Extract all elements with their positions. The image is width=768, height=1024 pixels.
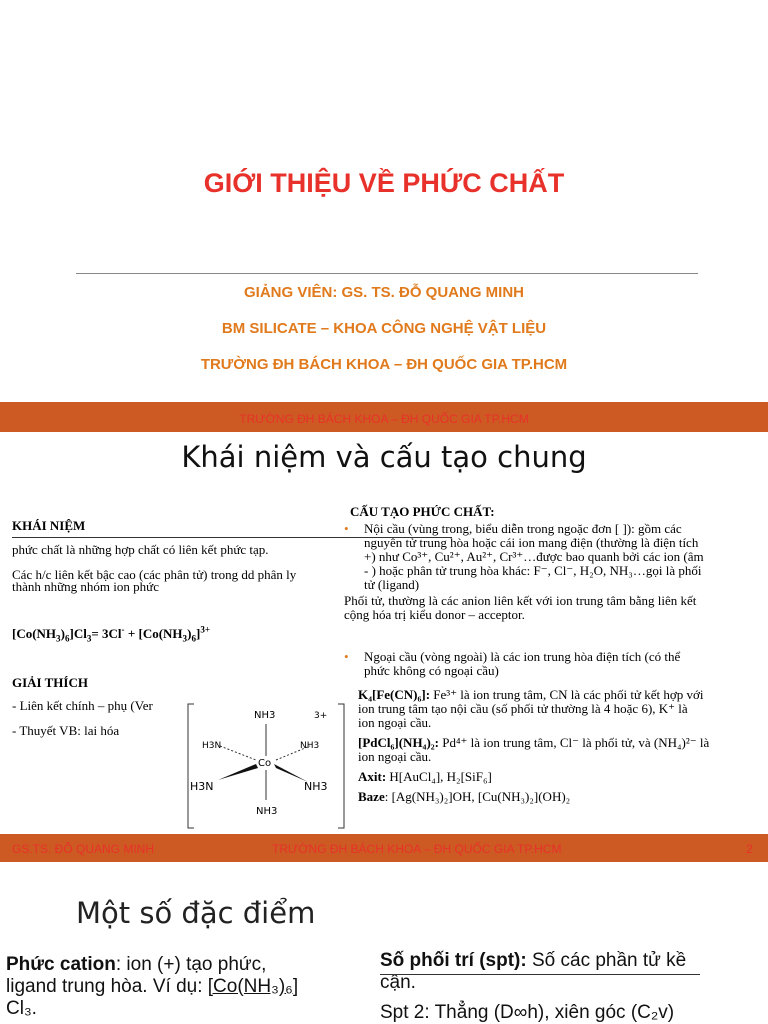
center-atom-label: Co (258, 758, 272, 769)
concept-text: phức chất là những hợp chất có liên kết phức tạp. (12, 542, 269, 557)
bullet-icon: • (344, 521, 349, 536)
concept-text-2-line1: Các h/c liên kết bậc cao (các phân tử) trong dd phân ly (12, 567, 297, 582)
department-line: BM SILICATE – KHOA CÔNG NGHỆ VẬT LIỆU (221, 320, 547, 337)
example-1-formula: K₄[Fe(CN)₆]: (358, 687, 431, 702)
concept-heading: KHÁI NIỆM (12, 518, 86, 533)
inner-line-1: Nội cầu (vùng trong, biểu diễn trong ngoặc đơn [ ]): gồm các (364, 521, 682, 536)
slide2-title: Khái niệm và cấu tạo chung (181, 440, 587, 474)
example-1-line-1: Fe³⁺ là ion trung tâm, CN là các phối tử kết hợp với (430, 687, 704, 702)
explain-item-1: - Liên kết chính – phụ (Ver (12, 699, 153, 713)
explain-heading: GIẢI THÍCH (12, 675, 88, 690)
outer-line-1: Ngoại cầu (vòng ngoài) là các ion trung hòa điện tích (có thể (364, 649, 681, 664)
charge-label: 3+ (314, 711, 328, 721)
ligand-line-1: Phối tử, thường là các anion liên kết với ion trung tâm bằng liên kết (344, 593, 697, 608)
ligand-line-2: cộng hóa trị kiểu donor – acceptor. (344, 607, 525, 622)
example-1-line-3: ion ngoại cầu. (358, 715, 432, 730)
octahedral-complex-diagram (184, 700, 348, 832)
examples-block (358, 688, 764, 804)
base-text: : [Ag(NH₃)₂]OH, [Cu(NH₃)₂](OH)₂ (384, 789, 571, 804)
example-2-formula: [PdCl₆](NH₄)₂: (358, 735, 440, 750)
slide1-divider (76, 273, 698, 274)
slide3-divider (380, 974, 700, 975)
slide1-footer-band (0, 402, 768, 432)
inner-line-4: - ) hoặc phân tử trung hòa khác: F⁻, Cl⁻, H₂O, NH₃…gọi là phối (364, 563, 702, 578)
inner-line-3: +) như Co³⁺, Cu²⁺, Au²⁺, Cr³⁺…được bao quanh bởi các ion (âm (364, 549, 704, 564)
ligand-top-label: NH3 (254, 710, 276, 721)
cation-complex-text (6, 954, 366, 1020)
example-2-line-1: Pd⁴⁺ là ion trung tâm, Cl⁻ là phối tử, và (NH₄)²⁻ là (439, 735, 710, 750)
cation-line-2: ligand trung hòa. Ví dụ: (6, 976, 208, 997)
coordination-number-label: Số phối trí (spt): (380, 950, 527, 971)
coordination-number-text (380, 950, 768, 1024)
concept-text-2-line2: thành những nhóm ion phức (12, 579, 159, 594)
acid-label: Axit: (358, 769, 387, 784)
ligand-right-back-label: NH3 (300, 741, 320, 751)
footer-page-number: 2 (746, 842, 753, 856)
university-line: TRƯỜNG ĐH BÁCH KHOA – ĐH QUỐC GIA TP.HCM (200, 356, 568, 373)
explain-item-2: - Thuyết VB: lai hóa (12, 723, 120, 738)
slide3-title: Một số đặc điểm (76, 896, 316, 930)
ligand-left-front-label: H3N (190, 780, 214, 793)
coordination-line-2: cận. (380, 972, 416, 993)
inner-line-5: tử (ligand) (364, 577, 420, 592)
ligand-bottom-label: NH3 (256, 806, 278, 817)
footer-author: GS.TS. ĐỖ QUANG MINH (12, 842, 155, 856)
slide1-title: GIỚI THIỆU VỀ PHỨC CHẤT (203, 168, 565, 198)
footer-school: TRƯỜNG ĐH BÁCH KHOA – ĐH QUỐC GIA TP.HCM (272, 842, 562, 856)
cation-line-3: Cl₃. (6, 998, 37, 1019)
ligand-left-back-label: H3N (202, 741, 222, 751)
ligand-right-front-label: NH3 (304, 780, 328, 793)
example-2-line-2: ion ngoại cầu. (358, 749, 432, 764)
slide2-footer-band (0, 834, 768, 862)
base-label: Baze (358, 789, 385, 804)
lecturer-line: GIẢNG VIÊN: GS. TS. ĐỖ QUANG MINH (243, 284, 524, 301)
coordination-line-1: Số các phần tử kề (526, 950, 687, 971)
slide1-footer-text: TRƯỜNG ĐH BÁCH KHOA – ĐH QUỐC GIA TP.HCM (239, 412, 529, 426)
outer-sphere-block (344, 650, 764, 678)
structure-heading: CẤU TẠO PHỨC CHẤT: (350, 504, 495, 519)
cation-formula: [Co(NH₃)₆] (207, 976, 299, 997)
acid-text: H[AuCl₄], H₂[SiF₆] (386, 769, 492, 784)
bullet-icon: • (344, 649, 349, 664)
example-1-line-2: ion trung tâm tạo nội cầu (số phối tử thường là 4 hoặc 6), K⁺ là (358, 701, 688, 716)
dissociation-equation: $[Co(NH_3)_6]Cl_3= 3Cl^- + [Co(NH_3)_6]^{3+}$ (12, 624, 211, 644)
cation-complex-label: Phức cation (6, 954, 116, 975)
outer-line-2: phức không có ngoại cầu) (364, 663, 499, 678)
inner-line-2: nguyên tử trung hòa hoặc cái ion mang điện (thường là điện tích (364, 535, 699, 550)
inner-sphere-block (344, 522, 764, 622)
coordination-line-3: Spt 2: Thẳng (D∞h), xiên góc (C₂v) (380, 1002, 675, 1023)
cation-line-1: : ion (+) tạo phức, (115, 954, 267, 975)
